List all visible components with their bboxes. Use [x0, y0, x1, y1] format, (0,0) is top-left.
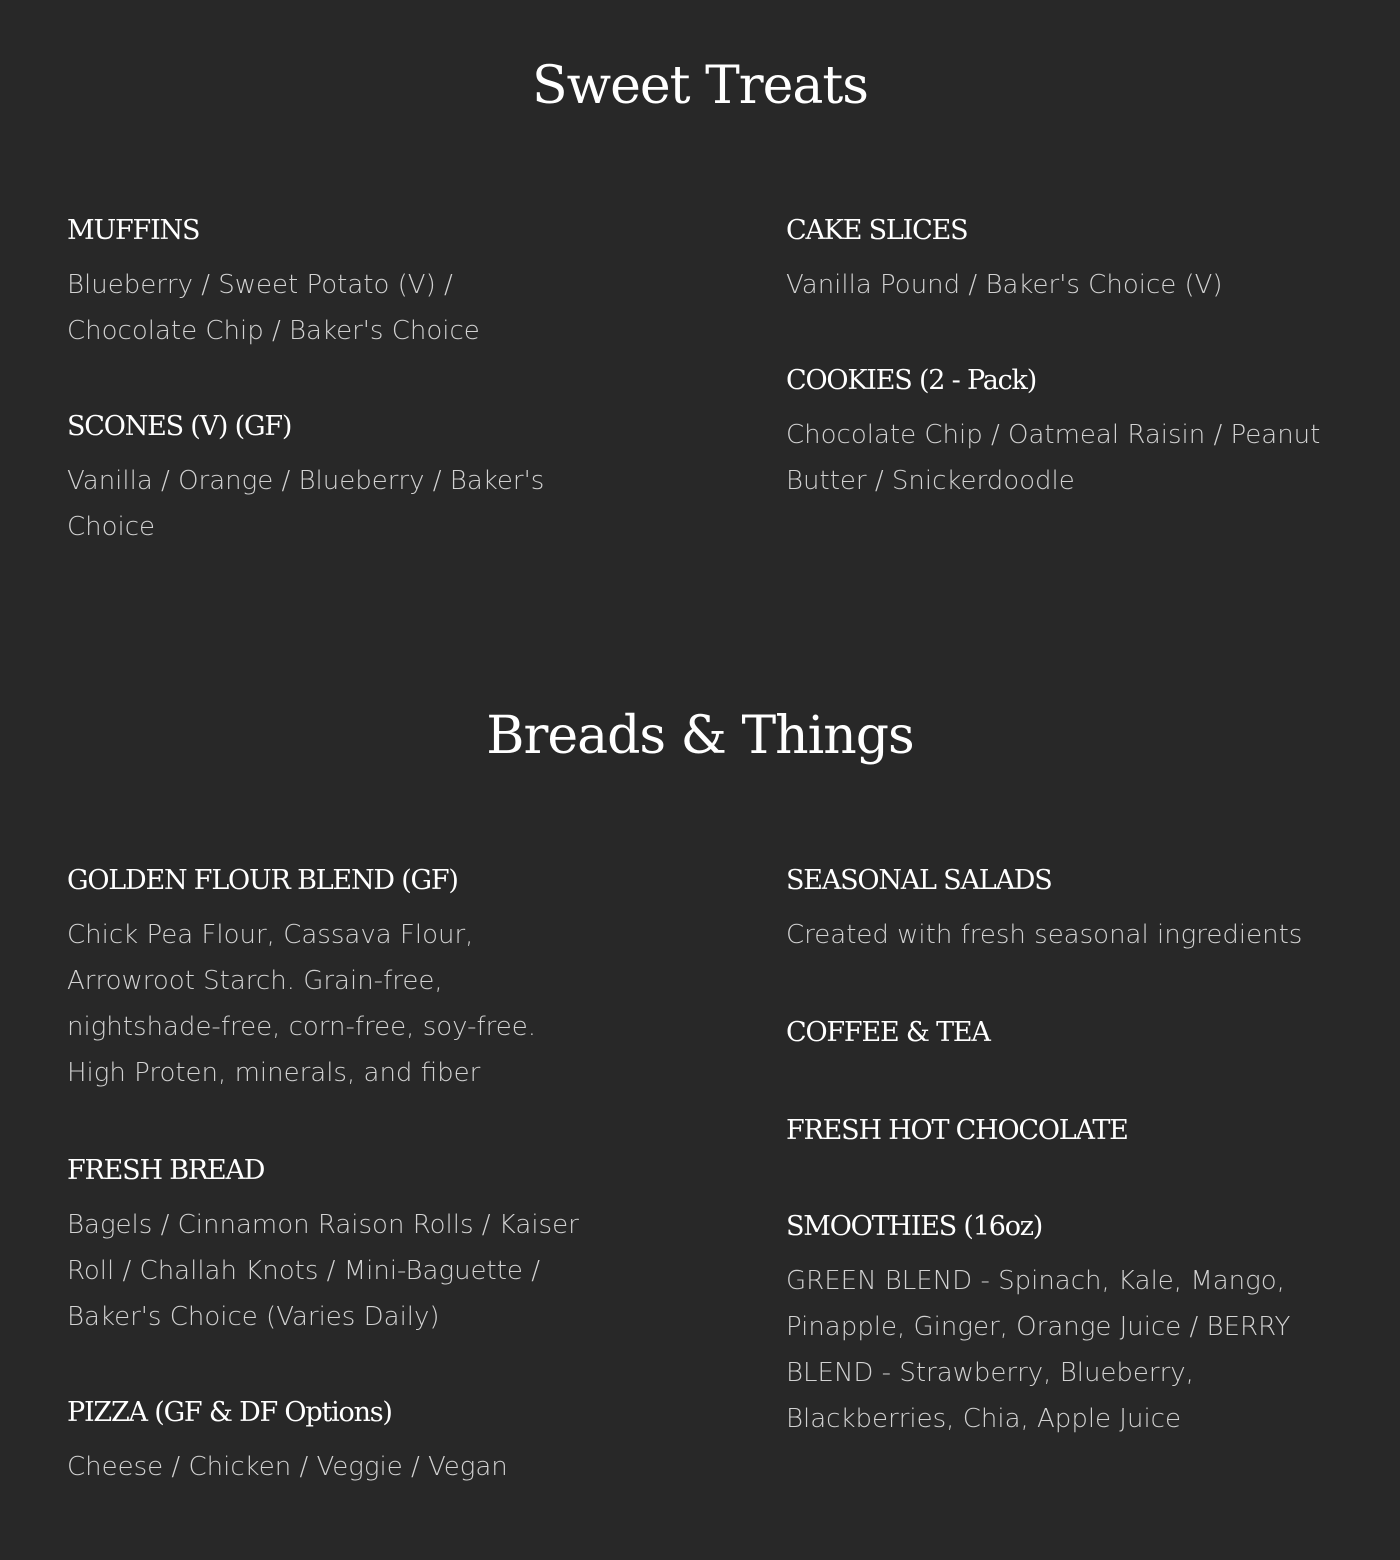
- menu-item-name: SEASONAL SALADS: [786, 865, 1052, 896]
- menu-item-description: Cheese / Chicken / Veggie / Vegan: [67, 1452, 508, 1482]
- menu-item-seasonal-salads: [786, 864, 1346, 958]
- menu-item-cookies: [786, 364, 1346, 504]
- menu-item-description: Chick Pea Flour, Cassava Flour, Arrowroot Starch. Grain-free, nightshade-free, corn-free, soy-free. High Proten, minerals, and fiber: [67, 920, 536, 1088]
- menu-item-name: PIZZA (GF & DF Options): [67, 1397, 392, 1428]
- menu-item-fresh-hot-chocolate: [786, 1114, 1346, 1148]
- section-title-sweet-treats: Sweet Treats: [531, 56, 868, 116]
- menu-item-name: FRESH HOT CHOCOLATE: [786, 1115, 1128, 1146]
- menu-item-description: Blueberry / Sweet Potato (V) / Chocolate Chip / Baker's Choice: [67, 270, 480, 346]
- menu-item-cake-slices: [786, 214, 1346, 308]
- menu-item-description: Vanilla / Orange / Blueberry / Baker's Choice: [67, 466, 545, 542]
- menu-item-description: Vanilla Pound / Baker's Choice (V): [786, 270, 1223, 300]
- menu-item-name: GOLDEN FLOUR BLEND (GF): [67, 865, 458, 896]
- menu-item-scones: [67, 410, 627, 550]
- menu-item-name: CAKE SLICES: [786, 215, 968, 246]
- menu-item-name: SCONES (V) (GF): [67, 411, 292, 442]
- menu-item-description: GREEN BLEND - Spinach, Kale, Mango, Pinapple, Ginger, Orange Juice / BERRY BLEND - Strawberry, Blueberry, Blackberries, Chia, Apple Juice: [786, 1266, 1291, 1434]
- menu-item-muffins: [67, 214, 627, 354]
- menu-item-description: Chocolate Chip / Oatmeal Raisin / Peanut Butter / Snickerdoodle: [786, 420, 1321, 496]
- menu-item-name: FRESH BREAD: [67, 1155, 265, 1186]
- section-title-breads-things: Breads & Things: [486, 706, 914, 766]
- menu-item-name: SMOOTHIES (16oz): [786, 1211, 1043, 1242]
- menu-item-description: Created with fresh seasonal ingredients: [786, 920, 1303, 950]
- menu-item-fresh-bread: [67, 1154, 627, 1340]
- menu-item-smoothies: [786, 1210, 1346, 1442]
- menu-item-name: COFFEE & TEA: [786, 1017, 990, 1048]
- menu-item-name: MUFFINS: [67, 215, 200, 246]
- menu-item-pizza: [67, 1396, 627, 1490]
- menu-item-golden-flour-blend: [67, 864, 627, 1096]
- menu-item-name: COOKIES (2 - Pack): [786, 365, 1037, 396]
- menu-item-coffee-tea: [786, 1016, 1346, 1050]
- menu-item-description: Bagels / Cinnamon Raison Rolls / Kaiser Roll / Challah Knots / Mini-Baguette / Baker's Choice (Varies Daily): [67, 1210, 579, 1332]
